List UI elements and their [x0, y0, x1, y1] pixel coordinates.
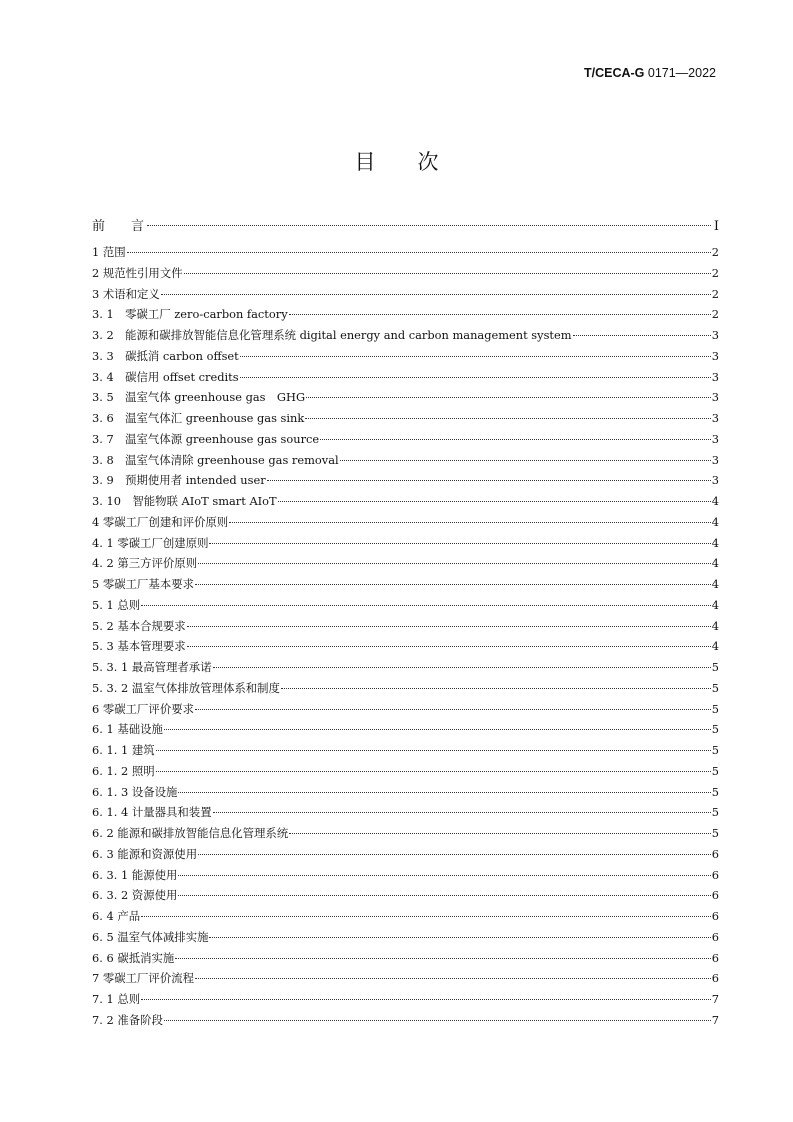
toc-entry-label: 3. 5 温室气体 greenhouse gas GHG [92, 390, 306, 405]
toc-dot-leader [175, 958, 710, 959]
toc-entry-label: 6. 3. 2 资源使用 [92, 888, 178, 903]
toc-entry-label: 3 术语和定义 [92, 286, 160, 301]
toc-dot-leader [187, 646, 711, 647]
toc-entry-label: 5 零碳工厂基本要求 [92, 577, 194, 591]
toc-entry-label: 6. 3. 1 能源使用 [92, 867, 178, 882]
toc-entry-label: 6. 1. 4 计量器具和装置 [92, 805, 212, 820]
toc-dot-leader [240, 377, 711, 378]
toc-entry-page: 5 [711, 660, 719, 674]
toc-entry-page: 3 [711, 390, 719, 405]
toc-entry-label: 6. 1 基础设施 [92, 722, 163, 737]
toc-entry-label: 1 范围 [92, 245, 126, 259]
toc-entry-page: 4 [711, 556, 719, 571]
toc-entry[interactable] [92, 968, 719, 989]
toc-entry-label: 3. 10 智能物联 AIoT smart AIoT [92, 494, 277, 508]
toc-entry[interactable] [92, 214, 719, 240]
toc-dot-leader [306, 397, 711, 398]
toc-entry[interactable] [92, 927, 719, 948]
toc-dot-leader [573, 335, 711, 336]
toc-entry[interactable] [92, 429, 719, 450]
toc-dot-leader [340, 460, 711, 461]
toc-entry-page: 3 [711, 328, 719, 342]
toc-entry[interactable] [92, 450, 719, 471]
toc-dot-leader [178, 875, 710, 876]
toc-entry-page: 5 [711, 805, 719, 820]
toc-title [0, 146, 793, 176]
toc-entry[interactable] [92, 512, 719, 533]
toc-entry-page: 5 [711, 826, 719, 840]
toc-entry[interactable] [92, 761, 719, 782]
toc-entry-label: 4 零碳工厂创建和评价原则 [92, 514, 229, 529]
toc-entry-label: 6. 4 产品 [92, 909, 141, 923]
toc-entry[interactable] [92, 304, 719, 325]
toc-dot-leader [213, 812, 711, 813]
toc-entry-page: 6 [711, 929, 719, 944]
toc-dot-leader [281, 688, 711, 689]
toc-dot-leader [127, 252, 711, 253]
toc-entry[interactable] [92, 387, 719, 408]
toc-entry-page: 2 [711, 265, 719, 280]
toc-entry[interactable] [92, 616, 719, 637]
toc-entry[interactable] [92, 346, 719, 367]
toc-entry[interactable] [92, 802, 719, 823]
toc-entry-label: 6. 1. 2 照明 [92, 763, 155, 778]
toc-dot-leader [195, 978, 711, 979]
toc-entry[interactable] [92, 574, 719, 595]
toc-entry[interactable] [92, 885, 719, 906]
toc-entry-label: 5. 1 总则 [92, 597, 141, 612]
toc-dot-leader [305, 418, 710, 419]
toc-entry[interactable] [92, 948, 719, 969]
toc-dot-leader [195, 709, 711, 710]
toc-entry[interactable] [92, 491, 719, 512]
toc-dot-leader [164, 729, 711, 730]
toc-entry-label: 7 零碳工厂评价流程 [92, 971, 194, 986]
toc-entry-page: 3 [711, 452, 719, 467]
toc-entry-label: 前 言 [92, 219, 145, 234]
toc-dot-leader [240, 356, 711, 357]
toc-entry[interactable] [92, 325, 719, 346]
toc-entry-page: 6 [711, 909, 719, 923]
standard-code-number: 0171—2022 [644, 66, 716, 80]
toc-entry-page: 7 [711, 1012, 719, 1027]
toc-entry[interactable] [92, 367, 719, 388]
toc-entry-label: 6. 6 碳抵消实施 [92, 950, 175, 965]
toc-entry-page: 4 [711, 639, 719, 654]
toc-entry-page: 3 [711, 431, 719, 446]
toc-entry-label: 6. 5 温室气体减排实施 [92, 929, 209, 944]
toc-dot-leader [320, 439, 711, 440]
standard-code-prefix: T/CECA-G [583, 66, 645, 80]
toc-entry-page: 6 [711, 888, 719, 903]
toc-entry[interactable] [92, 719, 719, 740]
toc-entry-page: 3 [711, 369, 719, 384]
toc-dot-leader [187, 626, 711, 627]
toc-entry[interactable] [92, 740, 719, 761]
toc-entry-label: 3. 1 零碳工厂 zero-carbon factory [92, 307, 288, 322]
toc-entry-label: 3. 2 能源和碳排放智能信息化管理系统 digital energy and carbon management system [92, 328, 572, 342]
table-of-contents [92, 214, 719, 1031]
toc-dot-leader [141, 999, 711, 1000]
toc-entry[interactable] [92, 699, 719, 720]
toc-entry-page: 5 [711, 743, 719, 757]
toc-entry[interactable] [92, 989, 719, 1010]
toc-dot-leader [141, 916, 711, 917]
toc-entry[interactable] [92, 844, 719, 865]
toc-entry[interactable] [92, 408, 719, 429]
toc-entry-page: 5 [711, 763, 719, 778]
toc-entry-label: 5. 3. 2 温室气体排放管理体系和制度 [92, 680, 280, 695]
toc-dot-leader [141, 605, 711, 606]
toc-dot-leader [229, 522, 711, 523]
toc-entry-page: 3 [711, 348, 719, 363]
toc-title-char-1: 目 [354, 150, 376, 174]
toc-entry-label: 7. 1 总则 [92, 992, 141, 1006]
toc-entry-page: 3 [711, 411, 719, 425]
toc-dot-leader [178, 895, 710, 896]
toc-entry-page: 5 [711, 784, 719, 799]
toc-entry-label: 3. 4 碳信用 offset credits [92, 369, 239, 384]
toc-entry-label: 3. 3 碳抵消 carbon offset [92, 348, 239, 363]
toc-entry[interactable] [92, 595, 719, 616]
toc-entry-label: 3. 7 温室气体源 greenhouse gas source [92, 431, 320, 446]
toc-entry-label: 7. 2 准备阶段 [92, 1012, 163, 1027]
toc-entry[interactable] [92, 1010, 719, 1031]
toc-entry-label: 6. 1. 1 建筑 [92, 743, 155, 757]
toc-dot-leader [156, 771, 711, 772]
toc-entry-page: 3 [711, 473, 719, 488]
toc-entry-page: I [713, 219, 719, 234]
toc-entry-page: 4 [711, 494, 719, 508]
toc-entry-page: 4 [711, 618, 719, 633]
toc-dot-leader [184, 273, 711, 274]
toc-entry-page: 4 [711, 597, 719, 612]
toc-entry[interactable] [92, 470, 719, 491]
toc-entry[interactable] [92, 553, 719, 574]
toc-entry-label: 3. 9 预期使用者 intended user [92, 473, 266, 488]
toc-entry-page: 6 [711, 971, 719, 986]
toc-dot-leader [278, 501, 711, 502]
toc-dot-leader [198, 854, 711, 855]
toc-entry-page: 2 [711, 245, 719, 259]
toc-entry-page: 6 [711, 867, 719, 882]
toc-entry[interactable] [92, 263, 719, 284]
toc-entry[interactable] [92, 533, 719, 554]
toc-dot-leader [147, 225, 711, 226]
toc-entry-label: 2 规范性引用文件 [92, 265, 183, 280]
toc-entry-page: 7 [711, 992, 719, 1006]
toc-entry-label: 5. 3. 1 最高管理者承诺 [92, 660, 212, 674]
toc-entry-page: 4 [711, 577, 719, 591]
toc-dot-leader [164, 1020, 711, 1021]
toc-entry-label: 5. 3 基本管理要求 [92, 639, 186, 654]
toc-entry[interactable] [92, 906, 719, 927]
toc-entry-label: 6 零碳工厂评价要求 [92, 701, 194, 716]
toc-dot-leader [289, 833, 711, 834]
toc-entry-page: 2 [711, 286, 719, 301]
toc-entry-page: 6 [711, 846, 719, 861]
toc-entry[interactable] [92, 636, 719, 657]
toc-dot-leader [267, 480, 711, 481]
toc-entry-label: 6. 3 能源和资源使用 [92, 846, 198, 861]
toc-entry-label: 4. 1 零碳工厂创建原则 [92, 535, 209, 550]
toc-entry-page: 4 [711, 514, 719, 529]
toc-entry[interactable] [92, 823, 719, 844]
toc-entry-label: 5. 2 基本合规要求 [92, 618, 186, 633]
toc-entry[interactable] [92, 242, 719, 263]
toc-entry-label: 3. 6 温室气体汇 greenhouse gas sink [92, 411, 305, 425]
toc-entry[interactable] [92, 782, 719, 803]
toc-entry-page: 2 [711, 307, 719, 322]
toc-entry-page: 4 [711, 535, 719, 550]
toc-entry-page: 5 [711, 722, 719, 737]
toc-entry-page: 5 [711, 701, 719, 716]
toc-entry-label: 6. 1. 3 设备设施 [92, 784, 178, 799]
toc-dot-leader [213, 667, 711, 668]
toc-dot-leader [161, 294, 711, 295]
toc-dot-leader [156, 750, 711, 751]
toc-entry-label: 4. 2 第三方评价原则 [92, 556, 198, 571]
toc-entry[interactable] [92, 657, 719, 678]
toc-entry[interactable] [92, 678, 719, 699]
toc-entry-label: 3. 8 温室气体清除 greenhouse gas removal [92, 452, 339, 467]
toc-entry-page: 6 [711, 950, 719, 965]
toc-dot-leader [198, 563, 711, 564]
toc-title-char-2: 次 [417, 150, 439, 174]
toc-dot-leader [209, 543, 710, 544]
toc-dot-leader [195, 584, 711, 585]
toc-entry[interactable] [92, 865, 719, 886]
toc-dot-leader [178, 792, 710, 793]
toc-dot-leader [209, 937, 710, 938]
standard-code [584, 66, 716, 80]
toc-entry[interactable] [92, 284, 719, 305]
toc-dot-leader [289, 314, 711, 315]
toc-entry-page: 5 [711, 680, 719, 695]
toc-entry-label: 6. 2 能源和碳排放智能信息化管理系统 [92, 826, 289, 840]
